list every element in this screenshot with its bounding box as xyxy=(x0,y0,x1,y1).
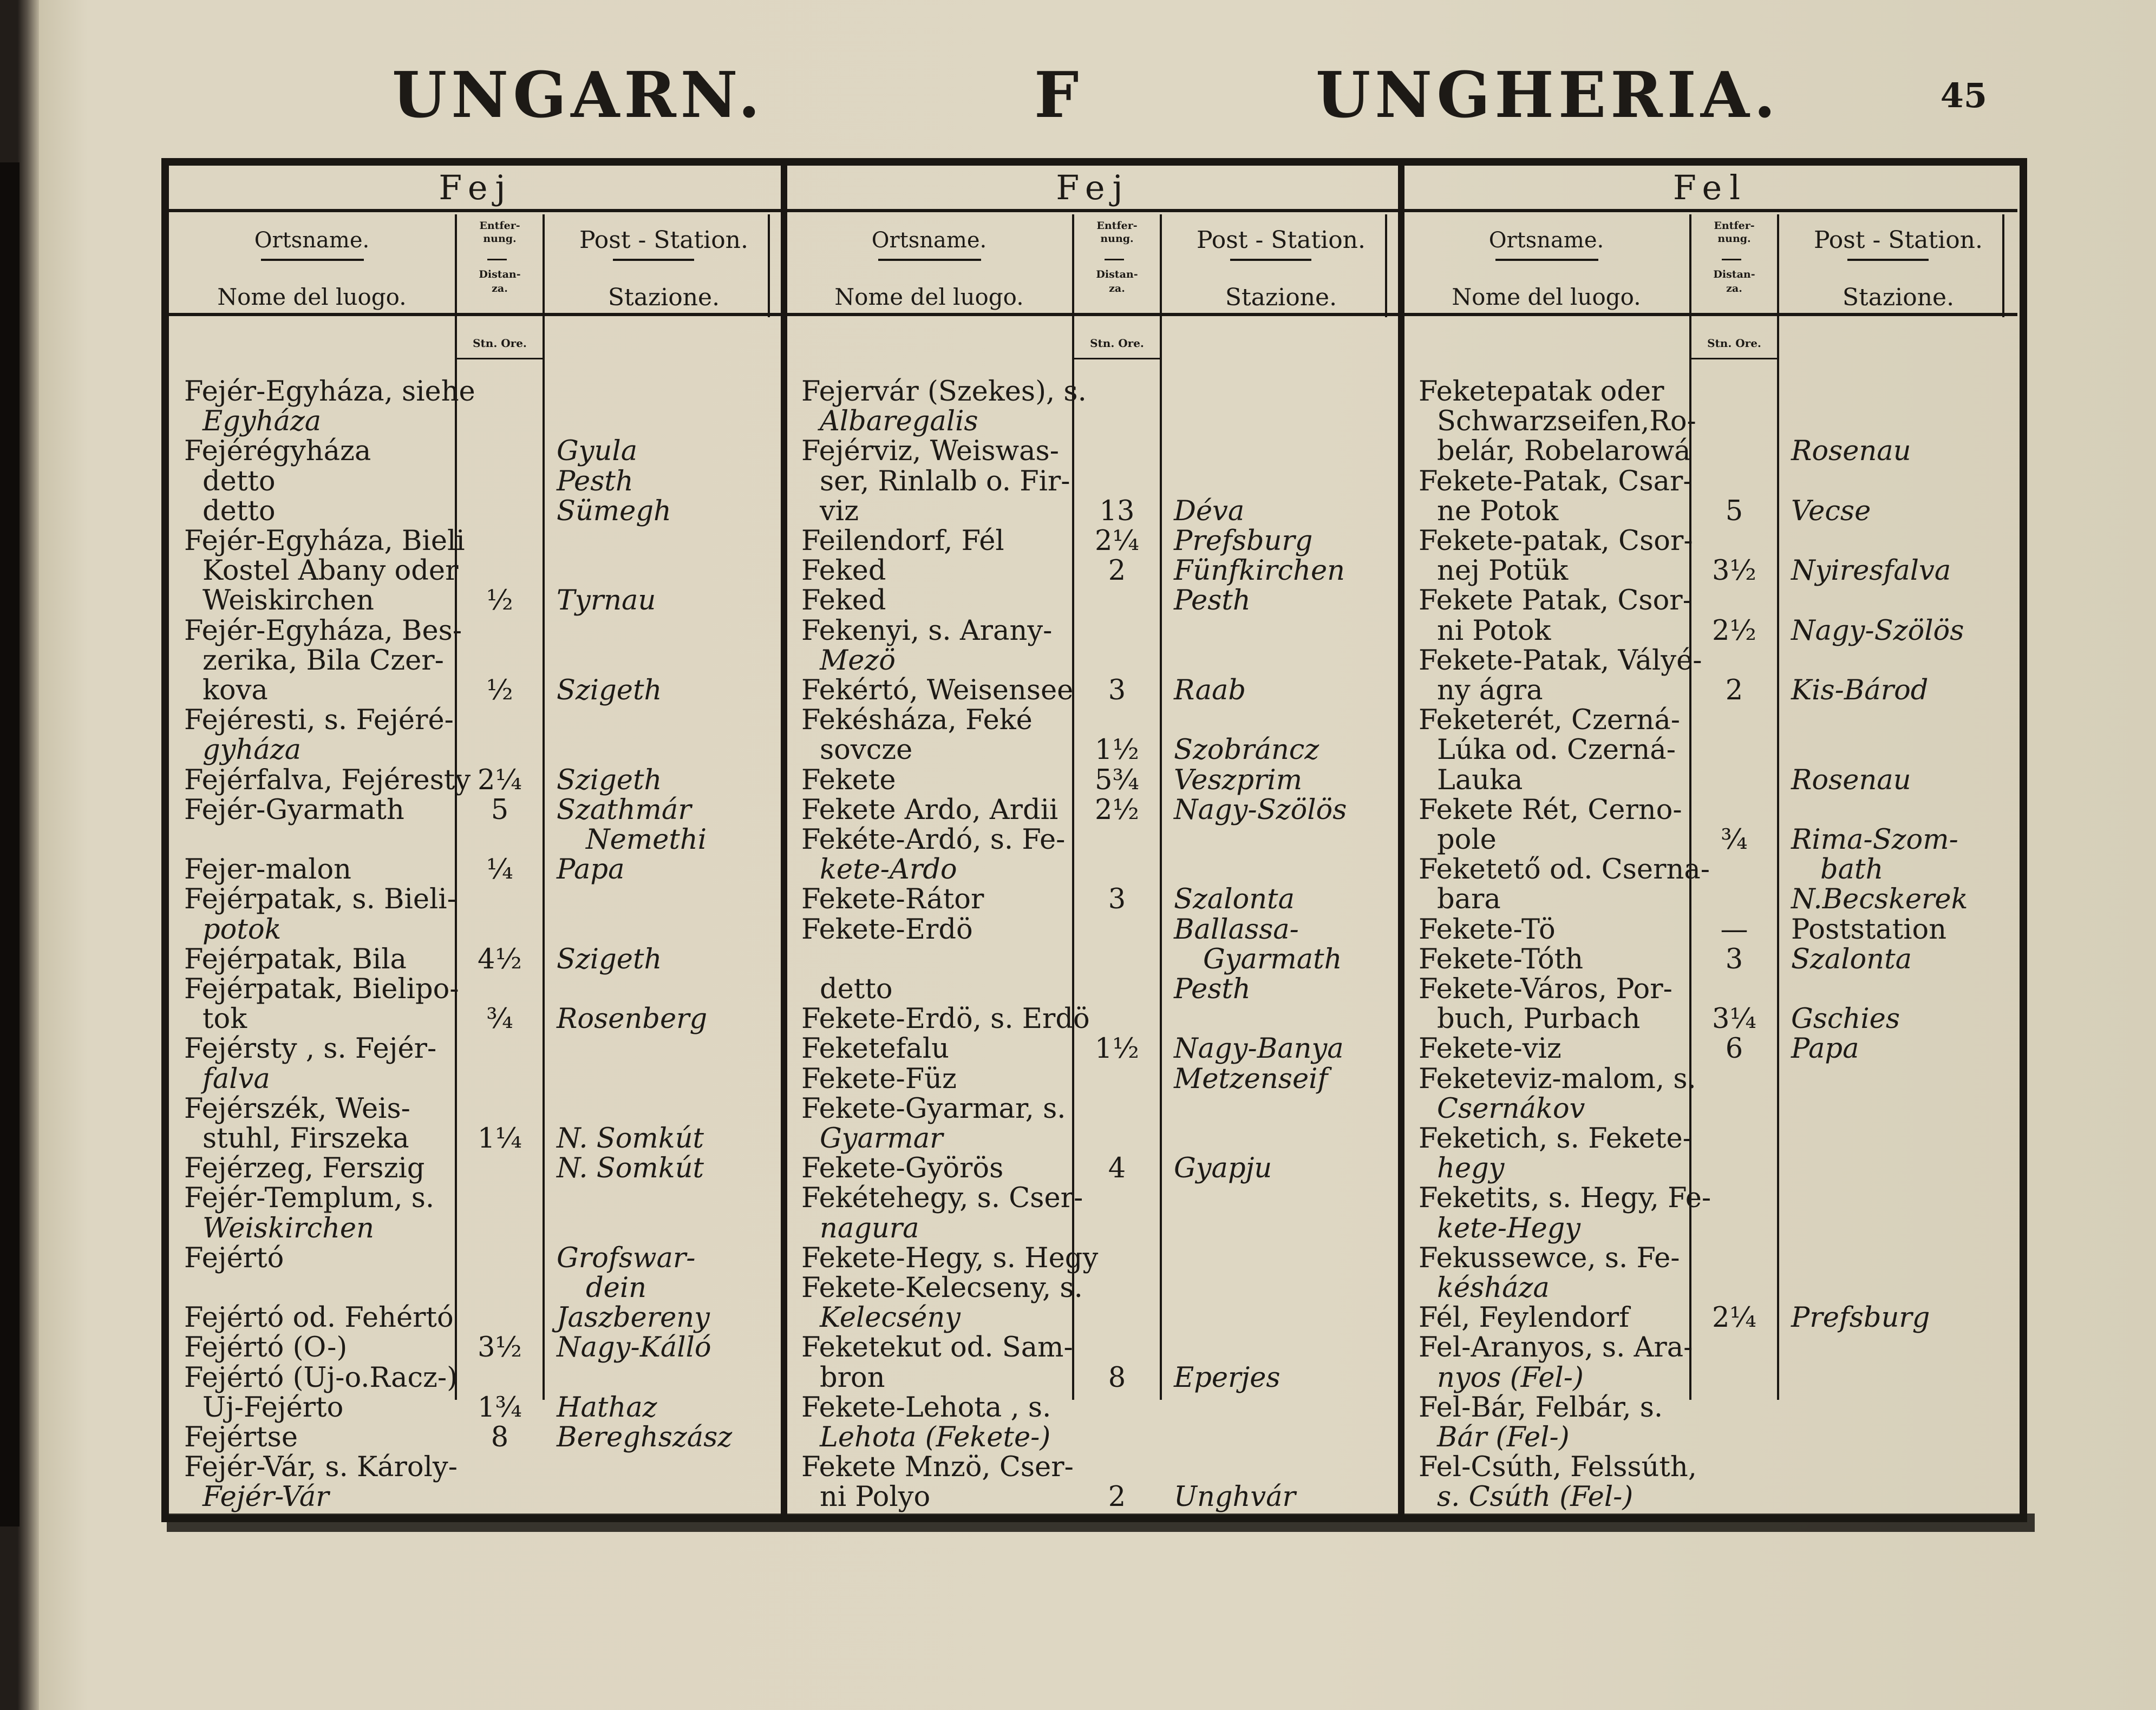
place-name: Feketich, s. Fekete- xyxy=(1419,1123,1692,1155)
place-name: kete-Hegy xyxy=(1437,1212,1581,1244)
distance: ½ xyxy=(486,674,513,706)
place-name: Egyháza xyxy=(202,405,322,438)
post-station: Sümegh xyxy=(557,495,671,527)
place-name: Lehota (Fekete-) xyxy=(820,1421,1051,1453)
title-letter: F xyxy=(1034,58,1083,132)
left-page-edge xyxy=(0,162,19,1526)
place-name: Fekete Rét, Cerno- xyxy=(1419,794,1682,826)
dist-mini-rule xyxy=(1105,259,1124,260)
post-station: Papa xyxy=(1791,1033,1859,1065)
place-name: ni Potok xyxy=(1437,614,1551,647)
distance: 2¼ xyxy=(478,764,522,796)
post-station: Nemethi xyxy=(586,824,707,856)
place-name: Fekete-Lehota , s. xyxy=(801,1391,1051,1424)
place-name: Fejervár (Szekes), s. xyxy=(801,376,1087,408)
ort-mini-rule xyxy=(1495,259,1598,261)
post-station: Szalonta xyxy=(1791,943,1912,975)
place-name: Fekete xyxy=(801,764,896,796)
place-name: Fekete Patak, Csor- xyxy=(1419,585,1692,617)
place-name: belár, Robelarowá xyxy=(1437,435,1691,468)
post-station: Rosenau xyxy=(1791,435,1911,468)
place-name: Fekéte-Ardó, s. Fe- xyxy=(801,824,1066,856)
heading-rule xyxy=(1403,209,2017,212)
distance: 3½ xyxy=(1712,555,1756,587)
distance: 3 xyxy=(1108,674,1126,706)
panel-heading: Fel xyxy=(1672,168,1748,207)
post-station: Szigeth xyxy=(557,943,662,975)
distance: 3¼ xyxy=(1712,1003,1756,1036)
distance: ¾ xyxy=(486,1003,513,1036)
distance: 1¼ xyxy=(478,1123,522,1155)
place-name: bara xyxy=(1437,883,1501,916)
distance: — xyxy=(1720,913,1748,946)
place-name: Fekete-Tóth xyxy=(1419,943,1584,975)
distance: 3 xyxy=(1725,943,1743,975)
distance: 1½ xyxy=(1095,1033,1139,1065)
place-name: Fejér-Templum, s. xyxy=(184,1182,435,1215)
place-name: Fekete-Füz xyxy=(801,1063,957,1095)
place-name: detto xyxy=(202,495,276,527)
book-page xyxy=(39,0,2156,1710)
place-name: Fekete-Város, Por- xyxy=(1419,973,1672,1005)
table-bottom-rule xyxy=(167,1514,2035,1532)
post-station: Veszprim xyxy=(1174,764,1303,796)
place-name: Fejér-Egyháza, Bieli xyxy=(184,525,465,557)
place-name: Fekértó, Weisensee xyxy=(801,674,1074,706)
place-name: Fejér-Egyháza, Bes- xyxy=(184,614,462,647)
place-name: stuhl, Firszeka xyxy=(202,1123,409,1155)
place-name: potok xyxy=(202,913,282,946)
place-name: kova xyxy=(202,674,268,706)
distance: 2¼ xyxy=(1095,525,1139,557)
panel-divider xyxy=(781,166,787,1515)
column-header-nome-del-luogo: Nome del luogo. xyxy=(217,284,407,310)
post-station: Kis-Bárod xyxy=(1791,674,1929,706)
post-station: Papa xyxy=(557,854,625,886)
ort-mini-rule xyxy=(261,259,364,261)
place-name: detto xyxy=(820,973,893,1005)
post-station: Eperjes xyxy=(1174,1361,1280,1394)
place-name: Feked xyxy=(801,585,886,617)
place-name: s. Csúth (Fel-) xyxy=(1437,1481,1634,1514)
place-name: Fekete-Erdö, s. Erdö xyxy=(801,1003,1090,1036)
place-name: detto xyxy=(202,465,276,497)
post-station: Jaszbereny xyxy=(557,1302,710,1334)
place-name: Fejérpatak, s. Bieli- xyxy=(184,883,456,916)
distance: 1¾ xyxy=(478,1391,522,1424)
column-header-ortsname: Ortsname. xyxy=(871,228,987,253)
place-name: buch, Purbach xyxy=(1437,1003,1641,1036)
title-italian: UNGHERIA. xyxy=(1316,58,1780,132)
place-name: Fekete-Patak, Csar- xyxy=(1419,465,1693,497)
place-name: Fél, Feylendorf xyxy=(1419,1302,1630,1334)
place-name: Fekete-viz xyxy=(1419,1033,1562,1065)
post-station: Ballassa- xyxy=(1174,913,1299,946)
post-station: Metzenseif xyxy=(1174,1063,1328,1095)
column-rule-ort xyxy=(1689,214,1691,1400)
post-station: Gyarmath xyxy=(1203,943,1342,975)
distance: 13 xyxy=(1099,495,1135,527)
distance: ½ xyxy=(486,585,513,617)
place-name: Feilendorf, Fél xyxy=(801,525,1004,557)
place-name: falva xyxy=(202,1063,270,1095)
post-station: Szigeth xyxy=(557,764,662,796)
place-name: Fekete Mnzö, Cser- xyxy=(801,1451,1074,1484)
post-mini-rule xyxy=(1230,259,1311,261)
place-name: Albaregalis xyxy=(820,405,978,438)
place-name: Feketerét, Czerná- xyxy=(1419,704,1680,737)
place-name: Fel-Csúth, Felssúth, xyxy=(1419,1451,1697,1484)
distance: 3½ xyxy=(478,1332,522,1364)
column-header-stazione: Stazione. xyxy=(1225,284,1337,311)
column-header-entfernung: Entfer- xyxy=(1714,220,1755,232)
column-header-stazione: Stazione. xyxy=(1842,284,1955,311)
column-rule-dist xyxy=(543,214,545,1400)
post-station: Nyiresfalva xyxy=(1791,555,1951,587)
distance: ¾ xyxy=(1721,824,1748,856)
place-name: Fekete-Patak, Vályé- xyxy=(1419,644,1702,677)
post-station: Pesth xyxy=(1174,585,1251,617)
place-name: Fejérégyháza xyxy=(184,435,371,468)
place-name: Fejérfalva, Fejéresty xyxy=(184,764,471,796)
place-name: kete-Ardo xyxy=(820,854,957,886)
place-name: Fekésháza, Feké xyxy=(801,704,1033,737)
column-header-nome-del-luogo: Nome del luogo. xyxy=(1452,284,1641,310)
place-name: Fejérpatak, Bielipo- xyxy=(184,973,459,1005)
place-name: késháza xyxy=(1437,1272,1550,1304)
post-station: Rosenberg xyxy=(557,1003,708,1036)
post-station: Gschies xyxy=(1791,1003,1900,1036)
place-name: nej Potük xyxy=(1437,555,1569,587)
column-header-stazione: Stazione. xyxy=(607,284,720,311)
post-station: Nagy-Szölös xyxy=(1174,794,1347,826)
column-header-entfernung: Entfer- xyxy=(479,220,520,232)
place-name: nyos (Fel-) xyxy=(1437,1361,1584,1394)
column-header-ortsname: Ortsname. xyxy=(254,228,370,253)
place-name: Fejérsty , s. Fejér- xyxy=(184,1033,437,1065)
post-station: Fünfkirchen xyxy=(1174,555,1345,587)
post-station: Szobráncz xyxy=(1174,734,1319,766)
place-name: Fel-Bár, Felbár, s. xyxy=(1419,1391,1663,1424)
place-name: bron xyxy=(820,1361,885,1394)
column-header-ortsname: Ortsname. xyxy=(1488,228,1604,253)
dist-mini-rule xyxy=(487,259,507,260)
place-name: pole xyxy=(1437,824,1497,856)
column-header-entfernung: Entfer- xyxy=(1096,220,1138,232)
post-station: dein xyxy=(586,1272,646,1304)
post-station: Pesth xyxy=(557,465,633,497)
post-station: Nagy-Kálló xyxy=(557,1332,711,1364)
place-name: Feketekut od. Sam- xyxy=(801,1332,1073,1364)
column-header-entfernung-2: nung. xyxy=(483,233,517,245)
stn-rule xyxy=(1689,358,1779,359)
place-name: Feketető od. Cserna- xyxy=(1419,854,1710,886)
distance: 2¼ xyxy=(1712,1302,1756,1334)
distance: 4½ xyxy=(478,943,522,975)
place-name: Mezö xyxy=(820,644,896,677)
column-header-distanza: Distan- xyxy=(1713,268,1755,280)
post-station: Bereghszász xyxy=(557,1421,733,1453)
column-rule-dist xyxy=(1777,214,1779,1400)
post-station: Gyapju xyxy=(1174,1152,1272,1185)
place-name: Fejérzeg, Ferszig xyxy=(184,1152,425,1185)
distance: ¼ xyxy=(486,854,513,886)
place-name: Fekete-Kelecseny, s. xyxy=(801,1272,1083,1304)
place-name: Fekenyi, s. Arany- xyxy=(801,614,1053,647)
distance: 5¾ xyxy=(1095,764,1139,796)
distance: 2 xyxy=(1108,1481,1126,1514)
panel-3 xyxy=(1403,166,2017,1515)
place-name: Feketits, s. Hegy, Fe- xyxy=(1419,1182,1711,1215)
distance: 1½ xyxy=(1095,734,1139,766)
post-station: Grofswar- xyxy=(557,1242,696,1274)
place-name: viz xyxy=(820,495,859,527)
place-name: Feketeviz-malom, s. xyxy=(1419,1063,1696,1095)
place-name: Kostel Abany oder xyxy=(202,555,459,587)
place-name: Fejér-Vár, s. Károly- xyxy=(184,1451,458,1484)
book-gutter xyxy=(0,0,39,1710)
place-name: tok xyxy=(202,1003,247,1036)
place-name: Fejértó (O-) xyxy=(184,1332,348,1364)
panel-heading: Fej xyxy=(1056,168,1131,207)
place-name: nagura xyxy=(820,1212,919,1244)
stn-rule xyxy=(455,358,545,359)
place-name: Fejértó xyxy=(184,1242,284,1274)
distance: 2½ xyxy=(1095,794,1139,826)
place-name: sovcze xyxy=(820,734,913,766)
place-name: ne Potok xyxy=(1437,495,1559,527)
distance: 6 xyxy=(1725,1033,1743,1065)
place-name: Fejér-Egyháza, siehe xyxy=(184,376,475,408)
place-name: Fejértó od. Fehértó xyxy=(184,1302,454,1334)
place-name: Fejérpatak, Bila xyxy=(184,943,407,975)
post-station: Prefsburg xyxy=(1174,525,1313,557)
distance: 2½ xyxy=(1712,614,1756,647)
place-name: Lauka xyxy=(1437,764,1523,796)
column-header-distanza: Distan- xyxy=(479,268,521,280)
place-name: Fekete Ardo, Ardii xyxy=(801,794,1059,826)
place-name: Bár (Fel-) xyxy=(1437,1421,1570,1453)
place-name: Fejérszék, Weis- xyxy=(184,1092,410,1125)
post-station: Gyula xyxy=(557,435,638,468)
distance: 5 xyxy=(491,794,509,826)
post-mini-rule xyxy=(1847,259,1929,261)
ort-mini-rule xyxy=(878,259,981,261)
column-header-stunden: Stn. Ore. xyxy=(1090,337,1144,350)
header-rule xyxy=(786,313,1400,316)
column-header-nome-del-luogo: Nome del luogo. xyxy=(834,284,1024,310)
place-name: Fejér-Gyarmath xyxy=(184,794,404,826)
distance: 3 xyxy=(1108,883,1126,916)
distance: 5 xyxy=(1725,495,1743,527)
place-name: Gyarmar xyxy=(820,1123,943,1155)
place-name: Feketepatak oder xyxy=(1419,376,1664,408)
place-name: Weiskirchen xyxy=(202,1212,374,1244)
post-station: bath xyxy=(1820,854,1884,886)
place-name: Uj-Fejérto xyxy=(202,1391,344,1424)
column-header-stunden: Stn. Ore. xyxy=(1707,337,1761,350)
place-name: Fekete-patak, Csor- xyxy=(1419,525,1693,557)
place-name: Fekete-Gyarmar, s. xyxy=(801,1092,1066,1125)
panel-2 xyxy=(786,166,1400,1515)
post-station: N. Somkút xyxy=(557,1123,704,1155)
distance: 8 xyxy=(491,1421,509,1453)
place-name: Weiskirchen xyxy=(202,585,374,617)
post-station: Nagy-Szölös xyxy=(1791,614,1964,647)
place-name: Fekete-Erdö xyxy=(801,913,973,946)
place-name: Fejértó (Uj-o.Racz-) xyxy=(184,1361,458,1394)
post-station: Poststation xyxy=(1791,913,1947,946)
place-name: hegy xyxy=(1437,1152,1505,1185)
dist-mini-rule xyxy=(1722,259,1741,260)
distance: 8 xyxy=(1108,1361,1126,1394)
place-name: Fekete-Györös xyxy=(801,1152,1004,1185)
post-station: Szathmár xyxy=(557,794,691,826)
column-header-entfernung-2: nung. xyxy=(1100,233,1134,245)
panel-divider xyxy=(1398,166,1404,1515)
post-station: Rima-Szom- xyxy=(1791,824,1958,856)
column-header-distanza: Distan- xyxy=(1096,268,1138,280)
post-station: Déva xyxy=(1174,495,1245,527)
place-name: zerika, Bila Czer- xyxy=(202,644,444,677)
place-name: ni Polyo xyxy=(820,1481,931,1514)
column-header-post-station: Post - Station. xyxy=(1813,226,1983,254)
gazetteer-table xyxy=(161,158,2027,1522)
heading-rule xyxy=(169,209,783,212)
place-name: Fejér-Vár xyxy=(202,1481,329,1514)
place-name: Feketefalu xyxy=(801,1033,949,1065)
stn-rule xyxy=(1072,358,1162,359)
place-name: Feked xyxy=(801,555,886,587)
column-header-distanza-2: za. xyxy=(1726,283,1742,294)
place-name: Fel-Aranyos, s. Ara- xyxy=(1419,1332,1693,1364)
column-rule-dist xyxy=(1160,214,1162,1400)
place-name: ser, Rinlalb o. Fir- xyxy=(820,465,1070,497)
post-station: Raab xyxy=(1174,674,1246,706)
header-rule xyxy=(1403,313,2017,316)
post-station: Szigeth xyxy=(557,674,662,706)
distance: 4 xyxy=(1108,1152,1126,1185)
place-name: Fejer-malon xyxy=(184,854,352,886)
column-header-post-station: Post - Station. xyxy=(579,226,749,254)
column-header-stunden: Stn. Ore. xyxy=(473,337,527,350)
column-header-distanza-2: za. xyxy=(492,283,508,294)
column-header-distanza-2: za. xyxy=(1109,283,1125,294)
title-german: UNGARN. xyxy=(392,58,765,132)
place-name: Fekete-Hegy, s. Hegy xyxy=(801,1242,1099,1274)
post-station: Unghvár xyxy=(1174,1481,1296,1514)
post-station: Tyrnau xyxy=(557,585,656,617)
distance: 2 xyxy=(1725,674,1743,706)
place-name: Csernákov xyxy=(1437,1092,1585,1125)
post-mini-rule xyxy=(613,259,694,261)
post-station: Rosenau xyxy=(1791,764,1911,796)
place-name: ny ágra xyxy=(1437,674,1543,706)
column-header-entfernung-2: nung. xyxy=(1717,233,1751,245)
post-station: Pesth xyxy=(1174,973,1251,1005)
place-name: Fejértse xyxy=(184,1421,298,1453)
place-name: Fejérviz, Weiswas- xyxy=(801,435,1059,468)
post-station: Hathaz xyxy=(557,1391,657,1424)
post-station: N. Somkút xyxy=(557,1152,704,1185)
place-name: Fekete-Tö xyxy=(1419,913,1556,946)
place-name: gyháza xyxy=(202,734,301,766)
post-station: Szalonta xyxy=(1174,883,1295,916)
place-name: Fekétehegy, s. Cser- xyxy=(801,1182,1083,1215)
page-number: 45 xyxy=(1940,76,1987,115)
post-station: N.Becskerek xyxy=(1791,883,1968,916)
post-station: Vecse xyxy=(1791,495,1871,527)
column-header-post-station: Post - Station. xyxy=(1196,226,1366,254)
place-name: Fekete-Rátor xyxy=(801,883,984,916)
place-name: Fekussewce, s. Fe- xyxy=(1419,1242,1680,1274)
header-rule xyxy=(169,313,783,316)
place-name: Kelecsény xyxy=(820,1302,961,1334)
panel-1 xyxy=(169,166,783,1515)
place-name: Lúka od. Czerná- xyxy=(1437,734,1676,766)
post-station: Prefsburg xyxy=(1791,1302,1930,1334)
heading-rule xyxy=(786,209,1400,212)
place-name: Fejéresti, s. Fejéré- xyxy=(184,704,454,737)
panel-heading: Fej xyxy=(439,168,513,207)
distance: 2 xyxy=(1108,555,1126,587)
place-name: Schwarzseifen,Ro- xyxy=(1437,405,1696,438)
post-station: Nagy-Banya xyxy=(1174,1033,1344,1065)
